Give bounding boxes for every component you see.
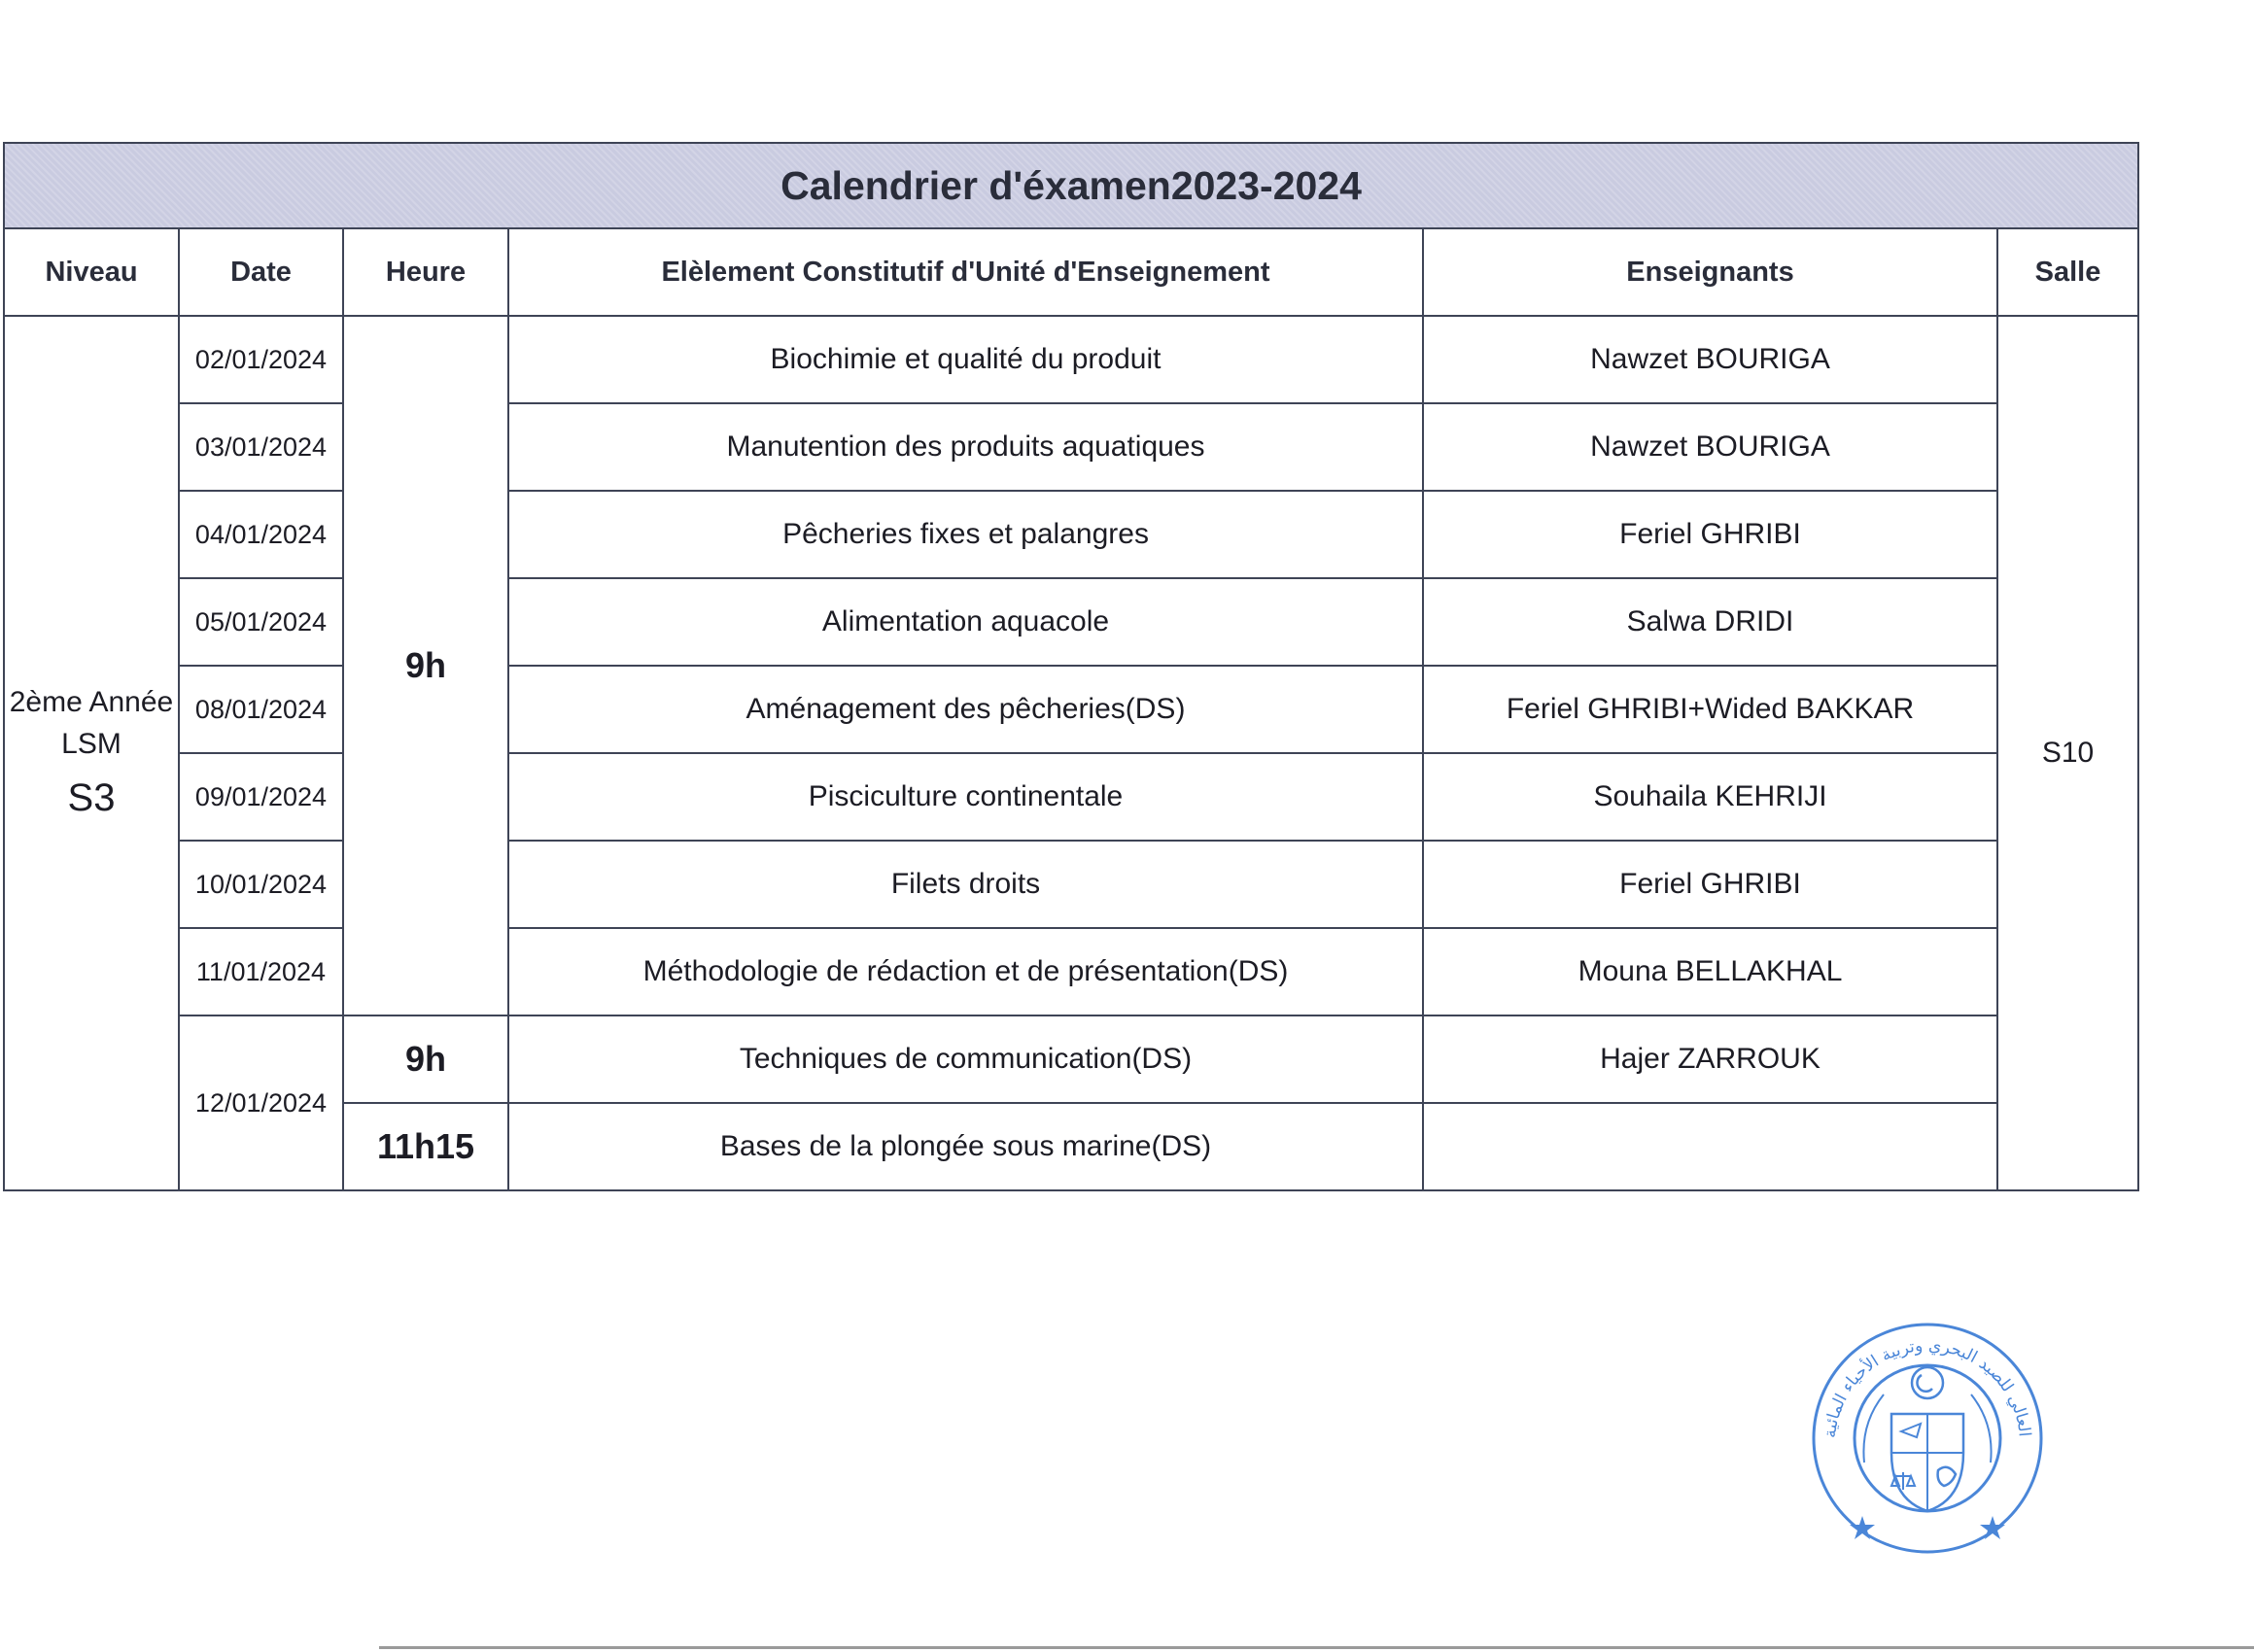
stamp-text: العالي للصيد البحري وتربية الأحياء المائية — [1821, 1335, 2034, 1439]
table-row — [4, 666, 2138, 753]
date-cell: 04/01/2024 — [179, 491, 343, 578]
header-salle: Salle — [1997, 228, 2138, 316]
niveau-semester: S3 — [67, 775, 116, 819]
element-cell: Manutention des produits aquatiques — [508, 403, 1423, 491]
niveau-year: 2ème Année — [9, 685, 174, 718]
hour-cell: 9h — [343, 1015, 508, 1103]
niveau-program: LSM — [61, 728, 121, 760]
header-element: Elèlement Constitutif d'Unité d'Enseignement — [508, 228, 1423, 316]
table-row — [4, 403, 2138, 491]
element-cell: Biochimie et qualité du produit — [508, 316, 1423, 403]
table-row — [4, 578, 2138, 666]
element-cell: Pisciculture continentale — [508, 753, 1423, 841]
header-date: Date — [179, 228, 343, 316]
teacher-cell — [1423, 1103, 1997, 1190]
date-cell: 11/01/2024 — [179, 928, 343, 1015]
date-cell: 03/01/2024 — [179, 403, 343, 491]
element-cell: Alimentation aquacole — [508, 578, 1423, 666]
table-row — [4, 1015, 2138, 1103]
header-row — [4, 228, 2138, 316]
table-title: Calendrier d'éxamen2023-2024 — [4, 143, 2138, 228]
header-enseignants: Enseignants — [1423, 228, 1997, 316]
table-row — [4, 841, 2138, 928]
title-row — [4, 143, 2138, 228]
date-cell: 08/01/2024 — [179, 666, 343, 753]
table-row — [4, 928, 2138, 1015]
institution-stamp — [1806, 1317, 2049, 1560]
header-heure: Heure — [343, 228, 508, 316]
teacher-cell: Nawzet BOURIGA — [1423, 403, 1997, 491]
date-cell: 05/01/2024 — [179, 578, 343, 666]
header-niveau: Niveau — [4, 228, 179, 316]
element-cell: Pêcheries fixes et palangres — [508, 491, 1423, 578]
niveau-cell — [4, 316, 179, 1190]
scan-edge-line — [379, 1646, 2254, 1649]
teacher-cell: Feriel GHRIBI+Wided BAKKAR — [1423, 666, 1997, 753]
teacher-cell: Nawzet BOURIGA — [1423, 316, 1997, 403]
date-cell: 02/01/2024 — [179, 316, 343, 403]
teacher-cell: Mouna BELLAKHAL — [1423, 928, 1997, 1015]
teacher-cell: Hajer ZARROUK — [1423, 1015, 1997, 1103]
element-cell: Bases de la plongée sous marine(DS) — [508, 1103, 1423, 1190]
date-cell: 10/01/2024 — [179, 841, 343, 928]
teacher-cell: Feriel GHRIBI — [1423, 841, 1997, 928]
teacher-cell: Salwa DRIDI — [1423, 578, 1997, 666]
exam-calendar-table — [3, 142, 2139, 1191]
element-cell: Filets droits — [508, 841, 1423, 928]
teacher-cell: Feriel GHRIBI — [1423, 491, 1997, 578]
table-row — [4, 316, 2138, 403]
table-row — [4, 491, 2138, 578]
table-row — [4, 753, 2138, 841]
salle-cell: S10 — [1997, 316, 2138, 1190]
element-cell: Aménagement des pêcheries(DS) — [508, 666, 1423, 753]
stamp-seal-icon — [1806, 1317, 2049, 1560]
date-cell: 12/01/2024 — [179, 1015, 343, 1190]
element-cell: Techniques de communication(DS) — [508, 1015, 1423, 1103]
hour-cell: 11h15 — [343, 1103, 508, 1190]
element-cell: Méthodologie de rédaction et de présentation(DS) — [508, 928, 1423, 1015]
teacher-cell: Souhaila KEHRIJI — [1423, 753, 1997, 841]
date-cell: 09/01/2024 — [179, 753, 343, 841]
hour-cell: 9h — [343, 316, 508, 1015]
